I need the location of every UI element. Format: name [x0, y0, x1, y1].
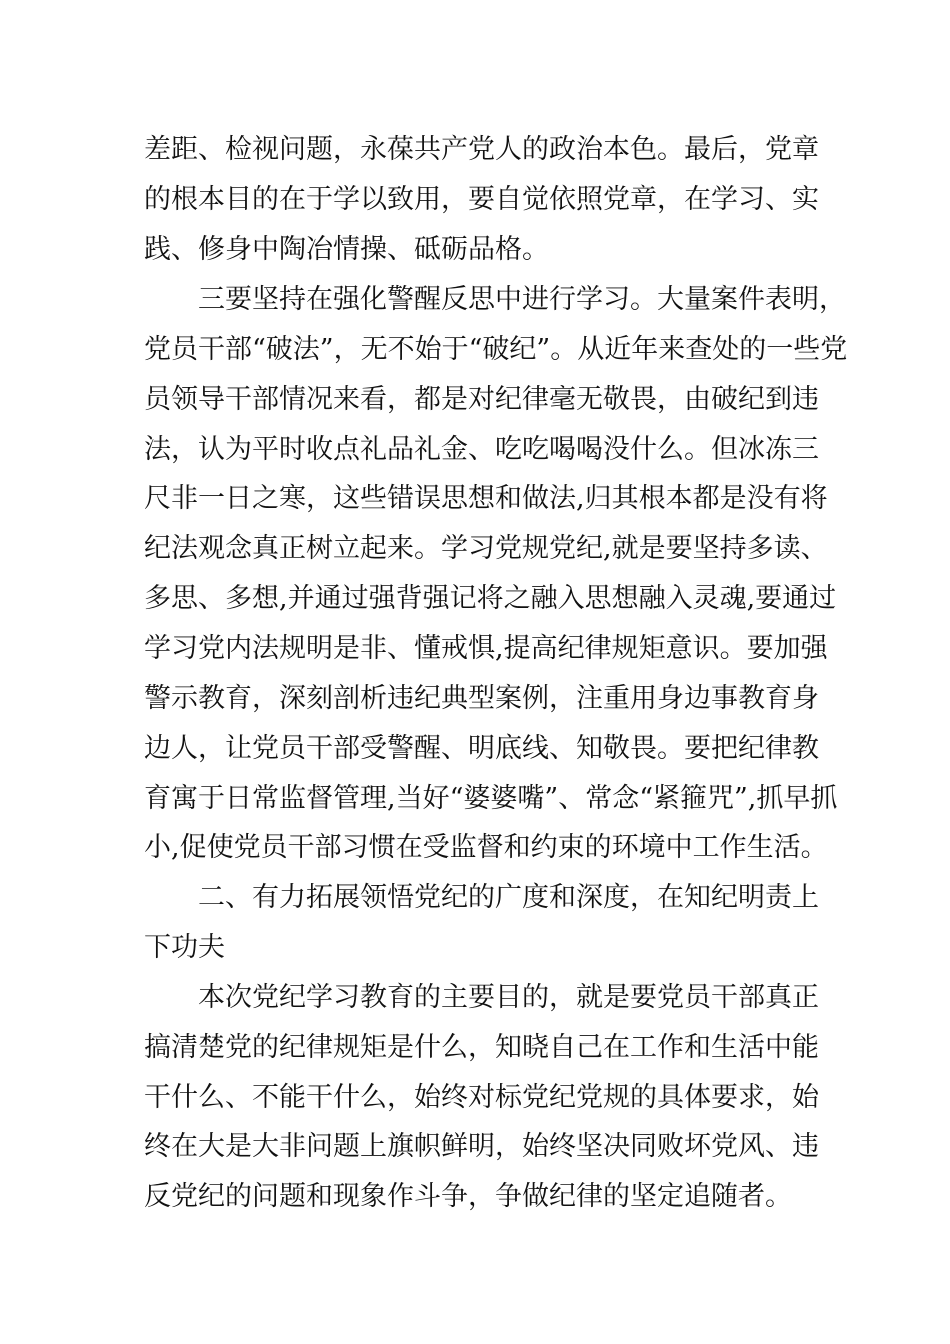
- text-line: 的根本目的在于学以致用，要自觉依照党章，在学习、实: [144, 184, 819, 215]
- section-heading: 下功夫: [144, 932, 225, 963]
- text-line: 警示教育，深刻剖析违纪典型案例，注重用身边事教育身: [144, 683, 819, 714]
- text-line: 本次党纪学习教育的主要目的，就是要党员干部真正: [198, 982, 819, 1013]
- text-line: 小,促使党员干部习惯在受监督和约束的环境中工作生活。: [144, 832, 828, 863]
- text-line: 尺非一日之寒，这些错误思想和做法,归其根本都是没有将: [144, 483, 828, 514]
- section-heading: 二、有力拓展领悟党纪的广度和深度，在知纪明责上: [198, 882, 819, 913]
- text-line: 学习党内法规明是非、懂戒惧,提高纪律规矩意识。要加强: [144, 633, 828, 664]
- text-line: 党员干部“破法”，无不始于“破纪”。从近年来查处的一些党: [144, 334, 848, 365]
- text-line: 三要坚持在强化警醒反思中进行学习。大量案件表明，: [198, 284, 846, 315]
- text-line: 员领导干部情况来看，都是对纪律毫无敬畏，由破纪到违: [144, 384, 819, 415]
- text-line: 践、修身中陶冶情操、砥砺品格。: [144, 234, 549, 265]
- text-line: 边人，让党员干部受警醒、明底线、知敬畏。要把纪律教: [144, 733, 819, 764]
- text-line: 干什么、不能干什么，始终对标党纪党规的具体要求，始: [144, 1082, 819, 1113]
- text-line: 法，认为平时收点礼品礼金、吃吃喝喝没什么。但冰冻三: [144, 434, 819, 465]
- text-line: 差距、检视问题，永葆共产党人的政治本色。最后，党章: [144, 134, 819, 165]
- text-line: 终在大是大非问题上旗帜鲜明，始终坚决同败坏党风、违: [144, 1131, 819, 1162]
- text-line: 搞清楚党的纪律规矩是什么，知晓自己在工作和生活中能: [144, 1032, 819, 1063]
- text-line: 育寓于日常监督管理,当好“婆婆嘴”、常念“紧箍咒”,抓早抓: [144, 783, 838, 814]
- text-line: 多思、多想,并通过强背强记将之融入思想融入灵魂,要通过: [144, 583, 837, 614]
- text-line: 反党纪的问题和现象作斗争，争做纪律的坚定追随者。: [144, 1181, 792, 1212]
- text-line: 纪法观念真正树立起来。学习党规党纪,就是要坚持多读、: [144, 533, 828, 564]
